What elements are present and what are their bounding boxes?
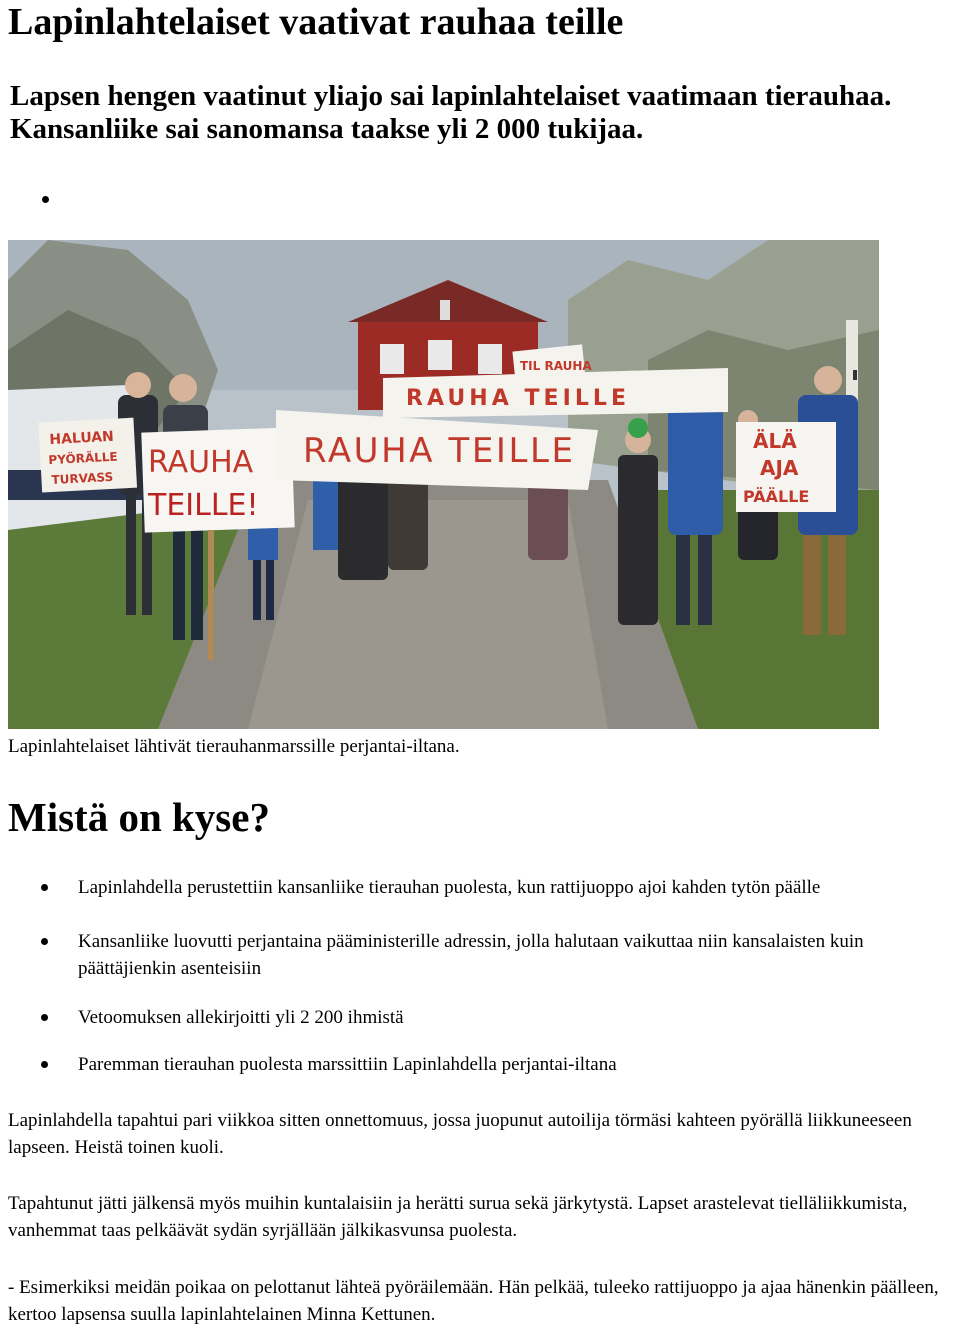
list-item: Paremman tierauhan puolesta marssittiin Lapinlahdella perjantai-iltana [78, 1051, 938, 1078]
section-heading: Mistä on kyse? [8, 794, 270, 840]
body-paragraph: - Esimerkiksi meidän poikaa on pelottanut lähteä pyöräilemään. Hän pelkää, tuleeko rattijuoppo ja ajaa hänenkin päälleen, kertoo lapsensa suulla lapinlahtelainen Minna Kettunen. [8, 1277, 939, 1325]
list-item: Kansanliike luovutti perjantaina pääministerille adressin, jolla halutaan vaikuttaa niin kansalaisten kuin päättäjienkin asenteisiin [78, 928, 938, 982]
sign-right-line-3: PÄÄLLE [743, 487, 810, 506]
sign-right-line-1: ÄLÄ [753, 429, 797, 453]
article-photo [8, 240, 879, 729]
sign-left-line-3: TURVASS [51, 469, 114, 488]
sign-right-line-2: AJA [760, 456, 799, 480]
sign-left-line-1: HALUAN [49, 428, 115, 449]
article-title: Lapinlahtelaiset vaativat rauhaa teille [8, 1, 624, 43]
sign-rauha-line-1: RAUHA [148, 445, 254, 480]
body-paragraph: Tapahtunut jätti jälkensä myös muihin kuntalaisiin ja herätti surua sekä järkytystä. Lapset arastelevat tielläliikkumista, vanhemmat taas pelkäävät sydän syrjällään jälkikasvunsa puolesta. [8, 1193, 908, 1241]
list-item: Vetoomuksen allekirjoitti yli 2 200 ihmistä [78, 1004, 938, 1031]
photo-caption: Lapinlahtelaiset lähtivät tierauhanmarssille perjantai-iltana. [8, 736, 460, 757]
sign-banner-top: RAUHA TEILLE [406, 386, 626, 411]
sign-banner-main: RAUHA TEILLE [303, 431, 573, 471]
list-item: Lapinlahdella perustettiin kansanliike tierauhan puolesta, kun rattijuoppo ajoi kahden tytön päälle [78, 874, 938, 901]
body-paragraph: Lapinlahdella tapahtui pari viikkoa sitten onnettomuus, jossa juopunut autoilija törmäsi kahteen pyörällä liikkuneeseen lapseen. Heistä toinen kuoli. [8, 1110, 912, 1158]
article-lead: Lapsen hengen vaatinut yliajo sai lapinlahtelaiset vaatimaan tierauhaa. Kansanliike sai sanomansa taakse yli 2 000 tukijaa. [10, 80, 892, 145]
empty-list-bullet [42, 196, 49, 203]
sign-banner-small: TIL RAUHA [520, 359, 592, 373]
sign-rauha-line-2: TEILLE! [148, 488, 259, 523]
sign-left-line-2: PYÖRÄLLE [48, 449, 119, 468]
